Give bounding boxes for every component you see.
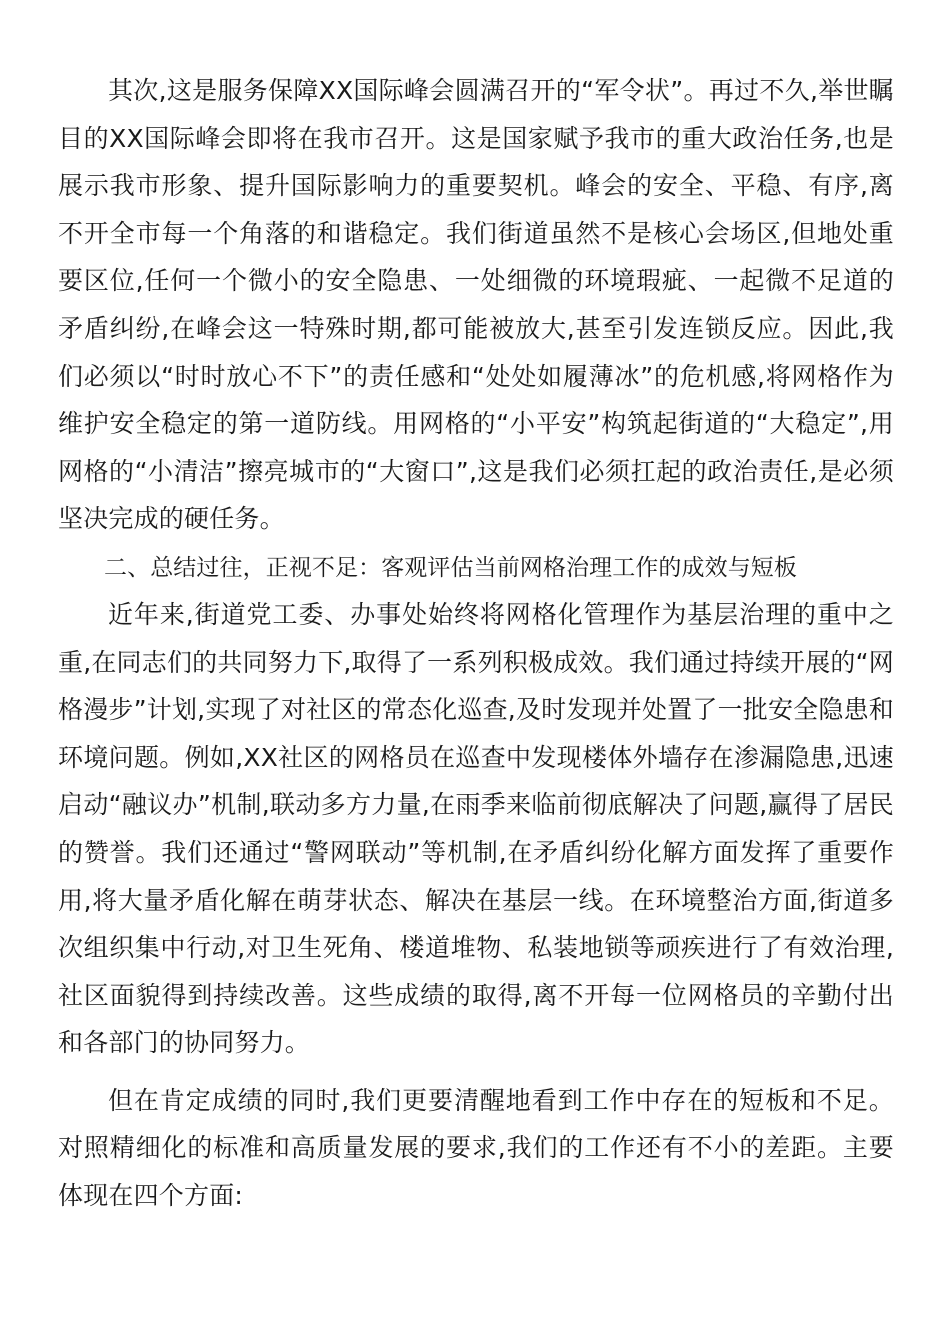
paragraph-shortcomings-intro: 但在肯定成绩的同时,我们更要清醒地看到工作中存在的短板和不足。对照精细化的标准和高质量发展的要求,我们的工作还有不小的差距。主要体现在四个方面:	[58, 1085, 894, 1211]
paragraph-summit-responsibility: 其次,这是服务保障XX国际峰会圆满召开的“军令状”。再过不久,举世瞩目的XX国际峰会即将在我市召开。这是国家赋予我市的重大政治任务,也是展示我市形象、提升国际影响力的重要契机。峰会的安全、平稳、有序,离不开全市每一个角落的和谐稳定。我们街道虽然不是核心会场区,但地处重要区位,任何一个微小的安全隐患、一处细微的环境瑕疵、一起微不足道的矛盾纠纷,在峰会这一特殊时期,都可能被放大,甚至引发连锁反应。因此,我们必须以“时时放心不下”的责任感和“处处如履薄冰”的危机感,将网格作为维护安全稳定的第一道防线。用网格的“小平安”构筑起街道的“大稳定”,用网格的“小清洁”擦亮城市的“大窗口”,这是我们必须扛起的政治责任,是必须坚决完成的硬任务。	[58, 76, 894, 534]
document-body	[58, 67, 894, 1220]
paragraph-achievements: 近年来,街道党工委、办事处始终将网格化管理作为基层治理的重中之重,在同志们的共同努力下,取得了一系列积极成效。我们通过持续开展的“网格漫步”计划,实现了对社区的常态化巡查,及时发现并处置了一批安全隐患和环境问题。例如,XX社区的网格员在巡查中发现楼体外墙存在渗漏隐患,迅速启动“融议办”机制,联动多方力量,在雨季来临前彻底解决了问题,赢得了居民的赞誉。我们还通过“警网联动”等机制,在矛盾纠纷化解方面发挥了重要作用,将大量矛盾化解在萌芽状态、解决在基层一线。在环境整治方面,街道多次组织集中行动,对卫生死角、楼道堆物、私装地锁等顽疾进行了有效治理,社区面貌得到持续改善。这些成绩的取得,离不开每一位网格员的辛勤付出和各部门的协同努力。	[58, 599, 894, 1058]
section-heading-review: 二、总结过往，正视不足：客观评估当前网格治理工作的成效与短板	[104, 554, 797, 581]
